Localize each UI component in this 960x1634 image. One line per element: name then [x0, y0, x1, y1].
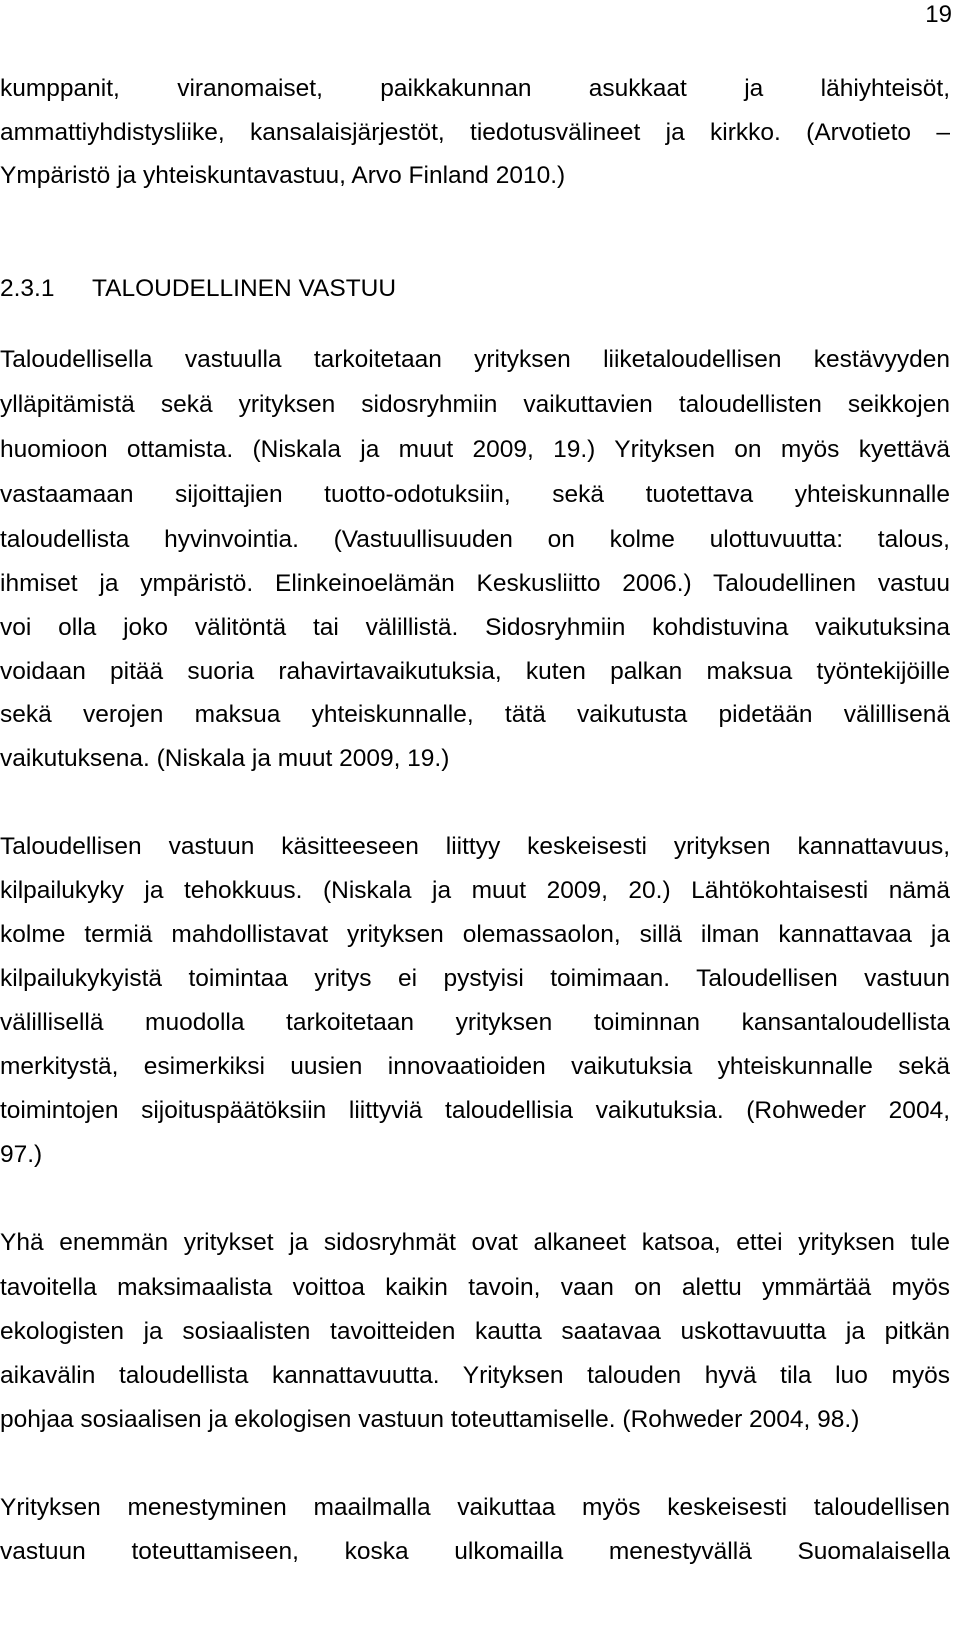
text-line: ihmiset ja ympäristö. Elinkeinoelämän Keskusliitto 2006.) Taloudellinen vastuu — [0, 570, 950, 597]
text-line: huomioon ottamista. (Niskala ja muut 2009, 19.) Yrityksen on myös kyettävä — [0, 436, 950, 463]
text-line: kilpailukykyistä toimintaa yritys ei pystyisi toimimaan. Taloudellisen vastuun — [0, 965, 950, 992]
text-line: voi olla joko välitöntä tai välillistä. Sidosryhmiin kohdistuvina vaikutuksina — [0, 614, 950, 641]
text-line: kumppanit, viranomaiset, paikkakunnan asukkaat ja lähiyhteisöt, — [0, 75, 950, 102]
text-line: sekä verojen maksua yhteiskunnalle, tätä vaikutusta pidetään välillisenä — [0, 701, 950, 728]
text-line: vaikutuksena. (Niskala ja muut 2009, 19.) — [0, 745, 450, 772]
text-line: välillisellä muodolla tarkoitetaan yrityksen toiminnan kansantaloudellista — [0, 1009, 950, 1036]
text-line: taloudellista hyvinvointia. (Vastuullisuuden on kolme ulottuvuutta: talous, — [0, 526, 950, 553]
text-line: vastuun toteuttamiseen, koska ulkomailla menestyvällä Suomalaisella — [0, 1538, 950, 1565]
text-line: 97.) — [0, 1141, 43, 1168]
text-line: kilpailukyky ja tehokkuus. (Niskala ja muut 2009, 20.) Lähtökohtaisesti nämä — [0, 877, 950, 904]
text-line: merkitystä, esimerkiksi uusien innovaatioiden vaikutuksia yhteiskunnalle sekä — [0, 1053, 950, 1080]
text-line: tavoitella maksimaalista voittoa kaikin tavoin, vaan on alettu ymmärtää myös — [0, 1274, 950, 1301]
text-line: pohjaa sosiaalisen ja ekologisen vastuun toteuttamiselle. (Rohweder 2004, 98.) — [0, 1406, 860, 1433]
text-line: Yhä enemmän yritykset ja sidosryhmät ovat alkaneet katsoa, ettei yrityksen tule — [0, 1229, 950, 1256]
section-heading — [0, 274, 950, 304]
text-line: voidaan pitää suoria rahavirtavaikutuksia, kuten palkan maksua työntekijöille — [0, 658, 950, 685]
text-line: Yrityksen menestyminen maailmalla vaikuttaa myös keskeisesti taloudellisen — [0, 1494, 950, 1521]
text-line: Taloudellisen vastuun käsitteeseen liittyy keskeisesti yrityksen kannattavuus, — [0, 833, 950, 860]
text-line: aikavälin taloudellista kannattavuutta. Yrityksen talouden hyvä tila luo myös — [0, 1362, 950, 1389]
section-number: 2.3.1 — [0, 275, 55, 302]
text-line: ekologisten ja sosiaalisten tavoitteiden kautta saatavaa uskottavuutta ja pitkän — [0, 1318, 950, 1345]
text-line: ylläpitämistä sekä yrityksen sidosryhmiin vaikuttavien taloudellisten seikkojen — [0, 391, 950, 418]
page-number: 19 — [925, 1, 952, 28]
text-line: Taloudellisella vastuulla tarkoitetaan yrityksen liiketaloudellisen kestävyyden — [0, 346, 950, 373]
section-title: TALOUDELLINEN VASTUU — [92, 275, 397, 302]
text-line: vastaamaan sijoittajien tuotto-odotuksiin, sekä tuotettava yhteiskunnalle — [0, 481, 950, 508]
text-line: ammattiyhdistysliike, kansalaisjärjestöt, tiedotusvälineet ja kirkko. (Arvotieto – — [0, 119, 950, 146]
text-line: Ympäristö ja yhteiskuntavastuu, Arvo Finland 2010.) — [0, 162, 566, 189]
text-line: toimintojen sijoituspäätöksiin liittyviä taloudellisia vaikutuksia. (Rohweder 2004, — [0, 1097, 950, 1124]
text-line: kolme termiä mahdollistavat yrityksen olemassaolon, sillä ilman kannattavaa ja — [0, 921, 950, 948]
